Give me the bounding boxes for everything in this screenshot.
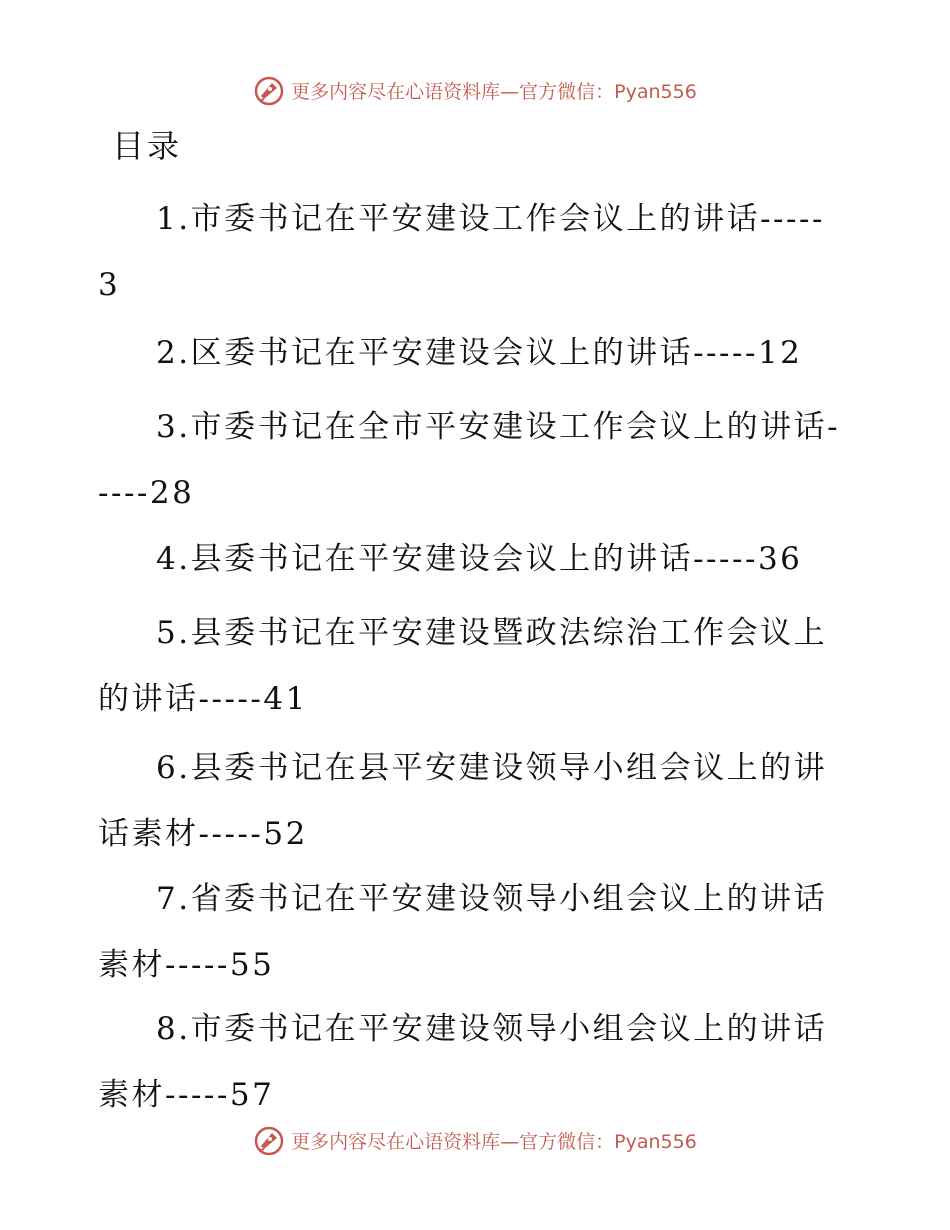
toc-entry-5 xyxy=(98,600,843,732)
toc-entry-text: 6.县委书记在县平安建设领导小组会议上的讲话素材-----52 xyxy=(98,750,828,852)
pen-nib-logo-icon xyxy=(253,74,285,106)
footer-banner xyxy=(0,1120,950,1160)
toc-entry-2 xyxy=(98,320,843,386)
toc-entry-text: 2.区委书记在平安建设会议上的讲话-----12 xyxy=(156,335,803,371)
header-banner-content xyxy=(253,74,697,106)
toc-entry-8 xyxy=(98,996,843,1128)
toc-title: 目录 xyxy=(112,127,183,165)
toc-entry-3 xyxy=(98,394,843,526)
toc-entry-text: 1.市委书记在平安建设工作会议上的讲话-----3 xyxy=(98,201,825,303)
footer-banner-content xyxy=(253,1124,697,1156)
toc-entry-text: 3.市委书记在全市平安建设工作会议上的讲话-----28 xyxy=(98,409,841,511)
toc-entry-6 xyxy=(98,735,843,867)
toc-entry-text: 5.县委书记在平安建设暨政法综治工作会议上的讲话-----41 xyxy=(98,615,828,717)
footer-banner-text: 更多内容尽在心语资料库—官方微信：Pyan556 xyxy=(291,1130,697,1153)
toc-entry-text: 7.省委书记在平安建设领导小组会议上的讲话素材-----55 xyxy=(98,881,828,983)
toc-entry-1 xyxy=(98,186,843,318)
header-banner-text: 更多内容尽在心语资料库—官方微信：Pyan556 xyxy=(291,80,697,103)
toc-entry-4 xyxy=(98,526,843,592)
toc-entry-7 xyxy=(98,866,843,998)
toc-entry-text: 4.县委书记在平安建设会议上的讲话-----36 xyxy=(156,541,803,577)
pen-nib-logo-icon xyxy=(253,1124,285,1156)
toc-entry-text: 8.市委书记在平安建设领导小组会议上的讲话素材-----57 xyxy=(98,1011,828,1113)
header-banner xyxy=(0,70,950,110)
